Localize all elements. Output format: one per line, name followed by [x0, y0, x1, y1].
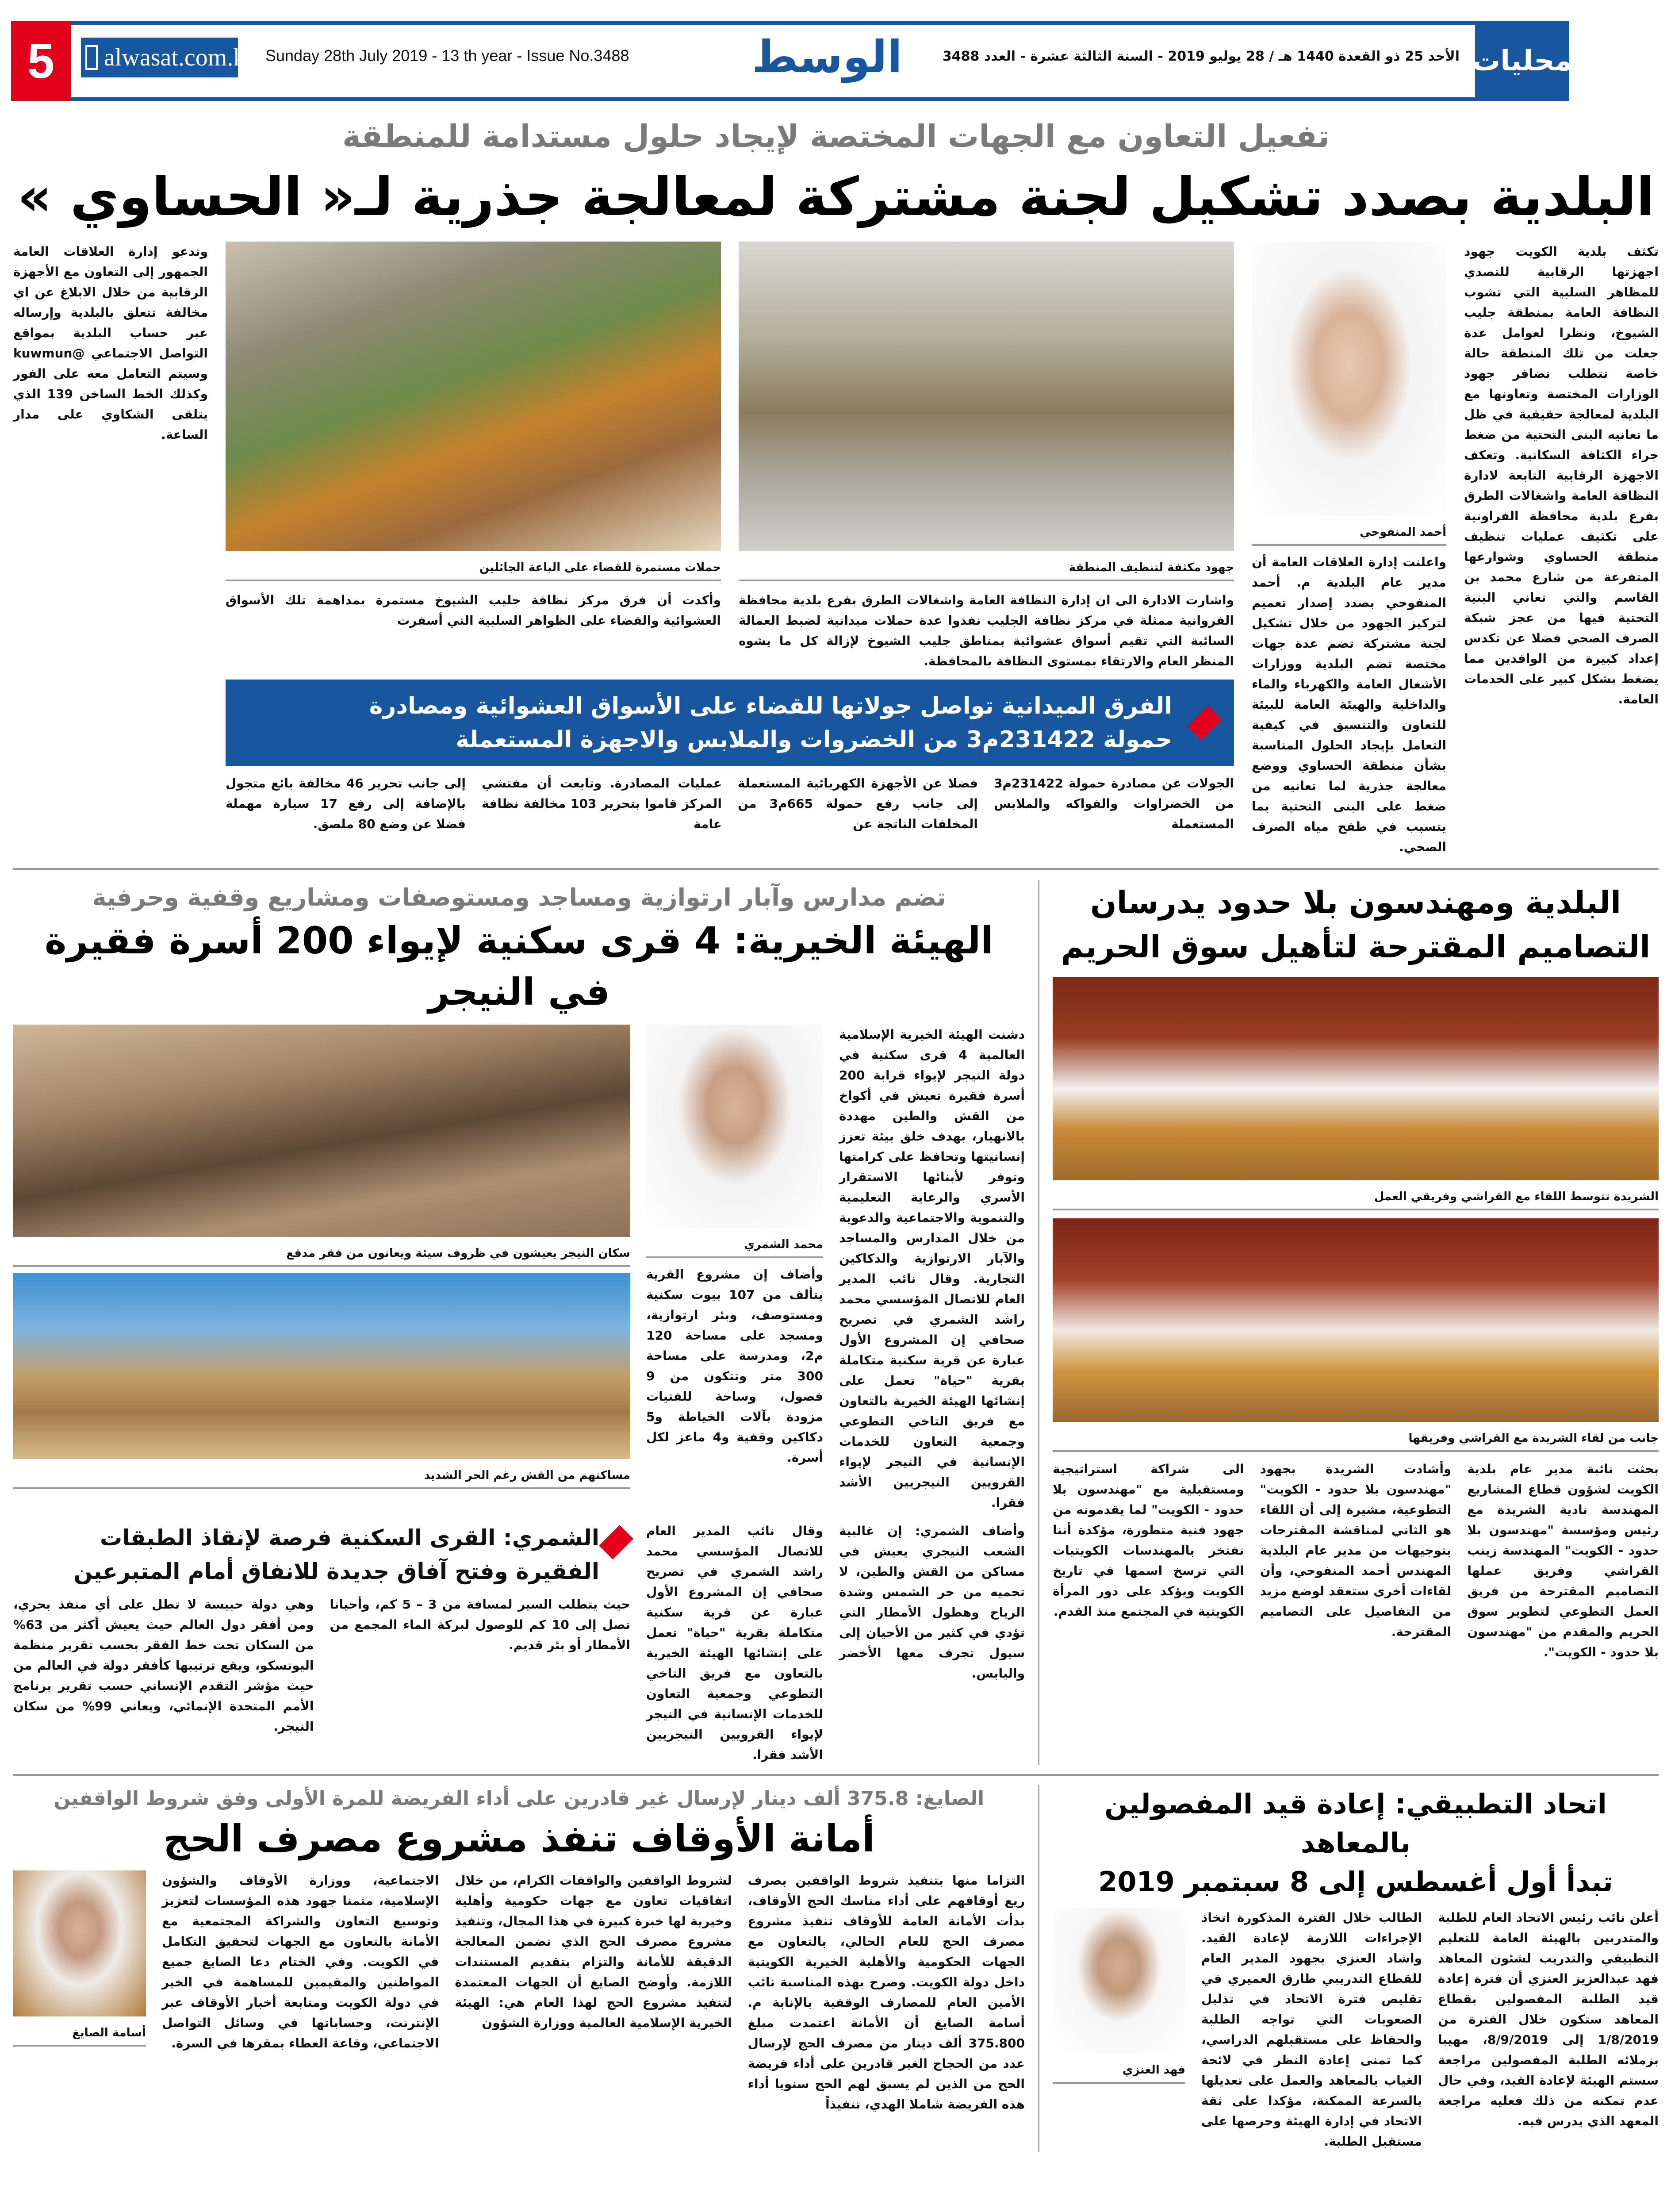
engineers-headline-2: التصاميم المقترحة لتأهيل سوق الحريم — [1061, 929, 1651, 965]
engineers-body-2: وأشادت الشريدة بجهود "مهندسون بلا حدود - الكويت" التطوعية، مشيرة إلى أن اللقاء هو الثاني لمناقشة المقترحات بتوجيهات من مدير عام البلدية المهندس أحمد المنفوحي، وأن لقاءات أخرى ستعقد لوضع مزيد من التفاصيل على التصاميم المقترحة. — [1260, 1462, 1452, 1639]
sayegh-photo-block — [13, 1870, 146, 2047]
main-body-intro-text: تكثف بلدية الكويت جهود اجهزتها الرقابية للتصدي للمظاهر السلبية التي تشوب النظافة العامة بمنطقة جليب الشيوخ، ونظرا لعوامل عدة جعلت من تلك المنطقة حالة خاصة تتطلب تضافر جهود الوزارات المختصة وتعاونها مع البلدية لمعالجة حقيقية في ظل ما تعانيه البنى التحتية من ضغط جراء الكثافة السكانية. — [1464, 244, 1659, 462]
website-icon — [85, 45, 98, 70]
box-col-2: فضلا عن الأجهزة الكهربائية المستعملة إلى جانب رفع حمولة 665م3 من المخلفات الناتجة عن — [738, 776, 978, 831]
anezi-photo-block — [1053, 1908, 1185, 2084]
newspaper-logo: الوسط — [752, 31, 902, 83]
arabic-date: الأحد 25 ذو القعدة 1440 هـ / 28 يوليو 2019 - السنة الثالثة عشرة - العدد 3488 — [942, 49, 1460, 64]
niger-body-col7: وقال نائب المدير العام للاتصال المؤسسي محمد راشد الشمري في تصريح صحافي إن المشروع الأول عبارة عن قرية سكنية متكاملة بقرية "حياة" تعمل على إنشائها الهيئة الخيرية بالتعاون مع فريق التاخي التطوعي وجمعية التعاون للخدمات الإنسانية في النيجر لإيواء القرويين النيجريين الأشد فقرا. — [646, 1524, 823, 1762]
niger-subhead-area — [13, 1521, 630, 1737]
anezi-caption: فهد العنزي — [1053, 2058, 1185, 2084]
main-body-2-text: وتعكف الاجهزة الرقابية التابعة لادارة النظافة العامة واشغالات الطرق بفرع بلدية محافظة الفراونية على تكثيف عمليات تنظيف منطقة الحساوي وشوارعها المتفرعة من شارع محمد بن القاسم والتي تعاني البنية التحتية فيها من عجز شبكة الصرف الصحي فضلا عن تكدس إعداد كبيرة من الوافدين مما يضغط بشكل كبير على الخدمات العامة. — [1464, 448, 1659, 707]
main-kicker: تفعيل التعاون مع الجهات المختصة لإيجاد حلول مستدامة للمنطقة — [342, 118, 1330, 154]
niger-photos-area — [13, 1025, 630, 1489]
main-photos-area — [226, 242, 1234, 834]
main-left-column — [13, 242, 208, 445]
vendors-photo-block — [226, 242, 721, 581]
niger-intro-text: دشنت الهيئة الخيرية الإسلامية العالمية 4 قرى سكنية في دولة النيجر لإيواء قرابة 200 أسرة فقيرة تعيش في أكواخ من القش والطين مهددة بالانهيار، بهدف خلق بيئة تعزز إنسانيتها وتحافظ على كرامتها وتوفر لأبنائها الاستقرار الأسري والرعاية التعليمية والتنموية والاجتماعية والدعوية من خلال المدارس والمساجد والآبار الارتوازية والدكاكين التجارية. — [839, 1027, 1025, 1286]
niger-kicker: تضم مدارس وآبار ارتوازية ومساجد ومستوصفات ومشاريع وقفية وحرفية — [92, 883, 946, 911]
union-body-intro: أعلن نائب رئيس الاتحاد العام للطلبة والمتدربين بالهيئة العامة للتعليم التطبيقي والتدريب لشئون المعاهد فهد عبدالعزيز العنزي أن فترة إعادة قيد الطلبة المفصولين بقطاع المعاهد ستكون خلال الفترة من 1/8/2019 إلى 8/9/2019، مهيبا بزملائه الطلبة المفصولين مراجعة سستم الهيئة لإعادة القيد، وفي حال عدم تمكنه من ذلك فعليه مراجعة المعهد الذي يدرس فيه. — [1438, 1910, 1659, 2128]
section-divider-1 — [13, 868, 1659, 870]
cleaning-photo-caption: جهود مكثفة لتنظيف المنطقة — [739, 556, 1234, 581]
main-body-col3: واعلنت إدارة العلاقات العامة أن مدير عام البلدية م. أحمد المنفوحي بصدد إصدار تعميم لتركيز الجهود من خلال تشكيل لجنة مشتركة تضم عدة جهات مختصة تضم البلدية ووزارات الأشغال العامة والكهرباء والماء والداخلية والهيئة العامة للبيئة للتعاون والتنسيق في كيفية التعامل بإيجاد الحلول المناسبة بشأن منطقة الحساوي ووضع معالجة جذرية لما تعانيه من ضغط على البنى التحتية بما يتسبب في طفح مياه الصرف الصحي. — [1252, 555, 1446, 854]
niger-huts-caption: مساكنهم من القش رغم الحر الشديد — [13, 1463, 630, 1489]
main-article — [13, 115, 1659, 870]
sayegh-photo — [13, 1870, 146, 2016]
awqaf-article — [13, 1785, 1038, 2115]
niger-huts-photo — [13, 1273, 630, 1459]
awqaf-intro-text: التزاما منها بتنفيذ شروط الواقفين بصرف ريع أوقافهم على أداء مناسك الحج الأوقاف، بدأت الأمانة العامة للأوقاف تنفيذ مشروع مصرف الحج للعام الحالي، بالتعاون مع الجهات الحكومية والأهلية الخيرية الكويتية داخل دولة الكويت. — [747, 1873, 1025, 1989]
engineers-article — [1039, 880, 1659, 1663]
box-columns — [226, 773, 1234, 834]
awqaf-headline: أمانة الأوقاف تنفذ مشروع مصرف الحج — [163, 1817, 875, 1860]
website-label: alwasat.com.kw — [104, 44, 264, 71]
union-article — [1039, 1785, 1659, 2152]
niger-lower-columns — [13, 1594, 630, 1737]
english-date: Sunday 28th July 2019 - 13 th year - Issue No.3488 — [265, 46, 629, 65]
engineers-columns — [1053, 1459, 1659, 1663]
box-col-4: إلى جانب تحرير 46 مخالفة بائع متجول بالإضافة إلى رفع 17 سيارة مهملة فضلا عن وضع 80 ملصق. — [226, 776, 466, 831]
niger-subhead: الشمري: القرى السكنية فرصة لإنقاذ الطبقات الفقيرة وفتح آفاق جديدة للانفاق أمام المتبرعين — [73, 1525, 599, 1584]
red-diamond-icon — [1187, 706, 1222, 740]
bottom-band — [13, 1785, 1659, 2152]
awqaf-kicker: الصايغ: 375.8 ألف دينار لإرسال غير قادرين على أداء الفريضة للمرة الأولى وفق شروط الواقفين — [54, 1787, 985, 1810]
munfouhi-caption: أحمد المنفوحي — [1252, 520, 1446, 546]
page-number: 5 — [11, 21, 71, 101]
meeting-photo-2-caption: جانب من لقاء الشريدة مع القراشي وفريقها — [1053, 1426, 1659, 1452]
niger-article — [13, 880, 1038, 1765]
awqaf-body-2-text: وصرح بهذه المناسبة نائب الأمين العام للمصارف الوقفية بالإنابة م. أسامة الصايغ أن الأمانة اعتمدت مبلغ 375.800 ألف دينار من مصرف الحج لإرسال عدد من الحجاج الغير قادرين على أداء فريضة الحج من الذين لم يسبق لهم الحج سنويا أداء هذه الفريضة شاملا الهدي، تنفيذاً — [747, 1975, 1025, 2112]
union-headline-2: تبدأ أول أغسطس إلى 8 سبتمبر 2019 — [1098, 1866, 1613, 1898]
header-bottom-rule — [11, 97, 1569, 101]
left-col-contact: وتدعو إدارة العلاقات العامة الجمهور إلى التعاون مع الأجهزة الرقابية من خلال الابلاغ عن اي مخالفة تتعلق بالبلدية وإرساله عبر حساب البلدية بمواقع التواصل الاجتماعي @kuwmun وسيتم التعامل معه على الفور وكذلك الخط الساخن 139 الذي يتلقى الشكاوي على مدار الساعة. — [13, 244, 208, 442]
awqaf-body-3: لشروط الواقفين والواقفات الكرام، من خلال اتفاقيات تعاون مع جهات حكومية وأهلية وخيرية لها خبرة كبيرة في هذا المجال، وتنفيذ مشروع مصرف الحج الذي تضمن المعالجة الدقيقة للأمانة والتزام بتقديم المستندات اللازمة. وأوضح الصايغ أن الجهات المعتمدة لتنفيذ مشروع الحج لهذا العام هي: الهيئة الخيرية الإسلامية العالمية ووزارة الشؤون — [455, 1873, 732, 2030]
masthead — [0, 0, 1671, 108]
box-col-3: عمليات المصادرة. وتابعت أن مفتشي المركز قاموا بتحرير 103 مخالفة نظافة عامة — [482, 776, 722, 831]
engineers-headline-1: البلدية ومهندسون بلا حدود يدرسان — [1090, 884, 1621, 921]
cleaning-photo — [739, 242, 1234, 551]
shammari-caption: محمد الشمري — [646, 1233, 823, 1258]
niger-children-caption: سكان النيجر يعيشون في ظروف سيئة ويعانون من فقر مدقع — [13, 1241, 630, 1267]
blue-highlight-box — [226, 680, 1234, 766]
main-person-column — [1252, 242, 1446, 857]
blue-box-line-2: حمولة 231422م3 من الخضروات والملابس والاجهزة المستعملة — [456, 726, 1172, 753]
engineers-body-3: الى شراكة استراتيجية ومستقبلية مع "مهندسون بلا حدود - الكويت" لما يقدمونه من جهود فنية متطورة، مؤكدة أننا نفتخر بالمهندسات الكويتيات التي ترسخ اسمها في تاريخ الكويت ويؤكد على دور المرأة الكويتية في المجتمع منذ القدم. — [1053, 1462, 1244, 1619]
niger-headline: الهيئة الخيرية: 4 قرى سكنية لإيواء 200 أسرة فقيرة في النيجر — [44, 919, 994, 1014]
box-col-1: الجولات عن مصادرة حمولة 231422م3 من الخضراوات والفواكه والملابس المستعملة — [994, 776, 1234, 831]
niger-body-col2: وأضاف إن مشروع القرية يتألف من 107 بيوت سكنية ومستوصف، وبئر ارتوازية، ومسجد على مساحة 120 م2، ومدرسة على مساحة 300 متر وتتكون من 9 فصول، وساحة للفتيات مزودة بآلات الخياطة و5 دكاكين وقفية و4 ماعز لكل أسرة. — [646, 1267, 823, 1465]
red-diamond-icon — [599, 1525, 633, 1559]
shammari-photo — [646, 1025, 823, 1228]
cleaning-photo-block — [739, 242, 1234, 581]
main-body-col4: واشارت الادارة الى ان إدارة النظافة العامة واشغالات الطرق بفرع بلدية محافظة الفروانية ممثلة في مركز نظافة الجليب نفذوا عدة حملات ميدانية لضبط العمالة السائبة التي تقيم أسواق عشوائية بمناطق جليب الشيوخ لإزالة كل ما يشوه المنظر العام والارتقاء بمستوى النظافة بالمحافظة. — [739, 593, 1234, 668]
anezi-photo — [1053, 1908, 1185, 2054]
header-top-rule — [11, 21, 1569, 25]
niger-body-col5: حيث يتطلب السير لمسافة من 3 – 5 كم، وأحيانا تصل إلى 10 كم للوصول لبركة الماء المجمع من الأمطار أو بئر قديم. — [330, 1597, 631, 1652]
niger-body-col3: وأضاف الشمري: إن غالبية الشعب النيجري يعيش في مساكن من القش والطين، لا تحميه من حر الشمس وشدة الرياح وهطول الأمطار التي تؤدي في كثير من الأحيان إلى سيول تجرف معها الأخضر واليابس. — [839, 1524, 1025, 1681]
awqaf-body-4: الاجتماعية، ووزارة الأوقاف والشؤون الإسلامية، مثمنا جهود هذه المؤسسات لتعزيز وتوسيع التعاون والشراكة المجتمعية مع الأمانة بالتعاون مع الجهات لتحقيق التكامل في الكويت. وفي الختام دعا الصايغ جميع المواطنين والمقيمين للمساهمة في الخير في دولة الكويت ومتابعة أخبار الأوقاف عبر الإنترنت، وحساباتها في وسائل التواصل الاجتماعي، وقاعة العطاء بمقرها في السرة. — [162, 1873, 439, 2051]
awqaf-body-intro — [748, 1870, 1025, 2115]
website-link[interactable] — [81, 38, 264, 77]
niger-children-photo — [13, 1025, 630, 1237]
main-headline: البلدية بصدد تشكيل لجنة مشتركة لمعالجة جذرية لـ« الحساوي » — [17, 166, 1655, 228]
main-body-col5: وأكدت أن فرق مركز نظافة جليب الشيوخ مستمرة بمداهمة تلك الأسواق العشوائية والقضاء على الظواهر السلبية التي أسفرت — [226, 593, 721, 628]
niger-person-column — [646, 1025, 823, 1468]
niger-body-2-text: وقال نائب المدير العام للاتصال المؤسسي محمد راشد الشمري في تصريح صحافي إن المشروع الأول عبارة عن قرية سكنية متكاملة بقرية "حياة" تعمل على إنشائها الهيئة الخيرية بالتعاون مع فريق التاخي التطوعي وجمعية التعاون للخدمات الإنسانية في النيجر لإيواء القرويين النيجريين الأشد فقرا. — [839, 1271, 1025, 1510]
meeting-photo-2 — [1053, 1218, 1659, 1422]
vendors-photo — [226, 242, 721, 551]
meeting-photo-1-caption: الشريدة تتوسط اللقاء مع القراشي وفريقي العمل — [1053, 1185, 1659, 1210]
sayegh-caption: أسامة الصايغ — [13, 2021, 146, 2047]
niger-subhead-block — [13, 1521, 630, 1588]
main-body-intro — [1464, 242, 1659, 710]
middle-band — [13, 880, 1659, 1765]
niger-right-column — [839, 1025, 1025, 1513]
section-divider-2 — [13, 1774, 1659, 1776]
niger-body-col6: وهي دولة حبيسة لا تطل على أي منفذ بحري، ومن أفقر دول العالم حيث يعيش أكثر من 63% من السكان تحت خط الفقر بحسب تقرير منظمة اليونسكو، ويقع ترتيبها كأفقر دولة في العالم من حيث مؤشر التقدم الإنساني حسب تقرير برنامج الأمم المتحدة الإنمائي، ويعاني 99% من سكان النيجر. — [13, 1597, 314, 1734]
engineers-body-intro: بحثت نائبة مدير عام بلدية الكويت لشؤون قطاع المشاريع المهندسة نادية الشريدة مع رئيس ومؤسسة "مهندسون بلا حدود - الكويت" المهندسة زينب القراشي وفريق عملها التصاميم المقترحة من فريق العمل التطوعي لتطوير سوق الحريم والمقدم من "مهندسون بلا حدود - الكويت". — [1467, 1462, 1659, 1659]
main-right-column — [1464, 242, 1659, 710]
meeting-photo-1 — [1053, 977, 1659, 1180]
vendors-photo-caption: حملات مستمرة للقضاء على الباعة الجائلين — [226, 556, 721, 581]
union-headline-1: اتحاد التطبيقي: إعادة قيد المفصولين بالمعاهد — [1104, 1788, 1607, 1859]
munfouhi-photo — [1252, 242, 1446, 516]
section-label: محليات — [1475, 21, 1569, 101]
union-body-2: الطالب خلال الفترة المذكورة اتخاذ الإجراءات اللازمة لإعادة القيد. واشاد العنزي بجهود المدير العام للقطاع التدريبي طارق العميري في تقليص فترة الاتحاد في تذليل الصعوبات التي تواجه الطلبة والحفاظ على مستقبلهم الدراسي، كما تمنى إعادة النظر في لائحة الغياب بالمعاهد والعمل على تعديلها بالسرعة الممكنة، مؤكدا على ثقة الاتحاد في إدارة الهيئة وحرصها على مستقبل الطلبة. — [1201, 1910, 1422, 2149]
niger-body-intro — [839, 1025, 1025, 1513]
blue-box-line-1: الفرق الميدانية تواصل جولاتها للقضاء على الأسواق العشوائية ومصادرة — [369, 693, 1172, 719]
